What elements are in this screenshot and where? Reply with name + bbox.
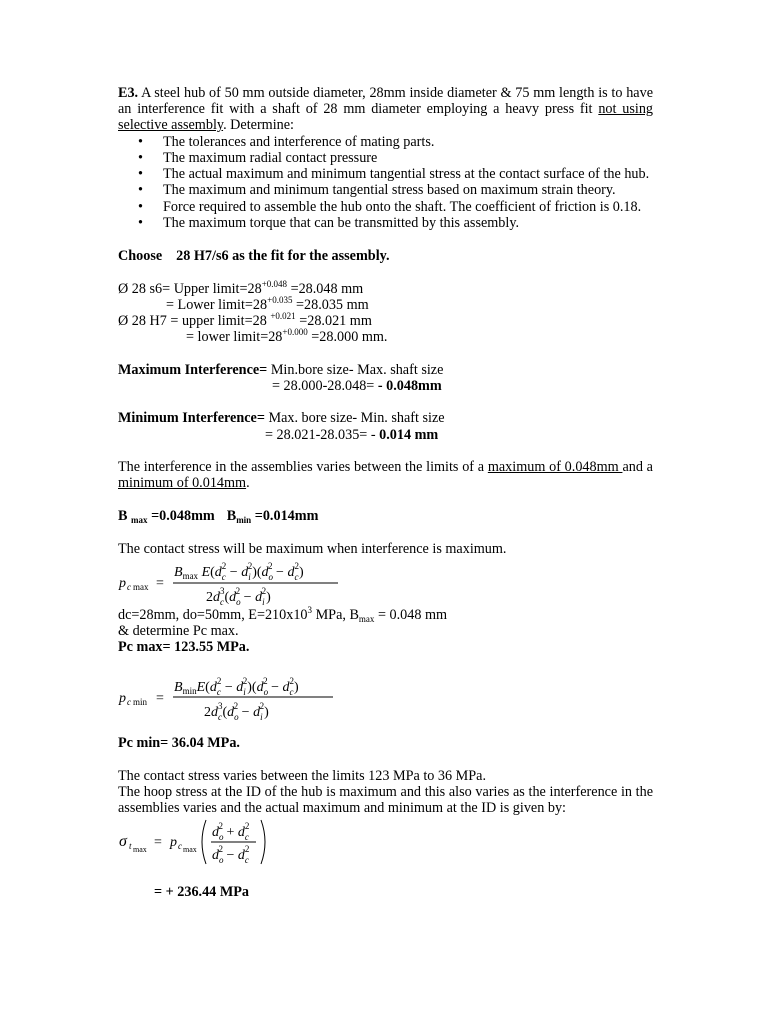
svg-text:2dc3(do2 − di2): $2d_c3(d_o2 - d_i2)$ xyxy=(204,701,269,722)
bullet-item: • The maximum torque that can be transmitted by this assembly. xyxy=(138,215,520,231)
bullet-item: • Force required to assemble the hub onto the shaft. The coefficient of friction is 0.18. xyxy=(138,199,642,215)
svg-text:Bmax E(dc2 − di2)(do2 − dc2): $B_{max}$ $E(d_c2 - d_i2)(d_o2 - d_c2)$ xyxy=(174,561,304,582)
problem-statement-end: . Determine: xyxy=(223,117,294,133)
svg-text:c: c xyxy=(178,841,182,851)
svg-text:=: = xyxy=(156,576,164,591)
svg-text:σ: σ xyxy=(119,833,127,850)
problem-statement xyxy=(118,85,653,133)
choose-fit: 28 H7/s6 as the fit for the assembly. xyxy=(176,248,390,264)
svg-text:max: max xyxy=(133,845,147,854)
bullet-item: • The actual maximum and minimum tangential stress at the contact surface of the hub. xyxy=(138,166,650,182)
b-values: B $_{max}$ =0.048mm $B_{min} =0.014mm$ xyxy=(118,508,319,525)
contact-stress-intro: The contact stress will be maximum when interference is maximum. xyxy=(118,541,507,557)
max-interference-calc: = 28.000-28.048= - 0.048mm xyxy=(272,378,442,394)
svg-text:=: = xyxy=(156,691,164,706)
given-values: dc=28mm, do=50mm, $E=210x10^3$ MPa, $B_{max} = 0.048$ mm xyxy=(118,605,448,624)
interference-summary: The interference in the assemblies varies between the limits of a maximum of 0.048mm and a minimum of 0.014mm. xyxy=(118,459,653,491)
pc-max-result: Pc max= 123.55 MPa. xyxy=(118,639,250,655)
pc-min-result: Pc min= 36.04 MPa. xyxy=(118,735,240,751)
sigma-max-result: = + 236.44 MPa xyxy=(154,884,249,900)
svg-text:BminE(dc2 − di2)(do2 − dc2): $B_{min}E(d_c2 - d_i2)(d_o2 - d_c2)$ xyxy=(174,676,299,697)
svg-text:c: c xyxy=(127,697,131,707)
s6-lower-limit: = Lower $limit=28^{+0.035} =28.035$ mm xyxy=(166,295,369,313)
pc-min-equation xyxy=(118,673,348,723)
choose-line xyxy=(118,248,390,264)
bullet-item: • The maximum and minimum tangential stress based on maximum strain theory. xyxy=(138,182,616,198)
svg-text:max: max xyxy=(133,582,149,592)
bullet-item: • The maximum radial contact pressure xyxy=(138,150,378,166)
h7-upper-limit: Ø 28 H7 = upper limit=28 $^{+0.021}$ =28.021 mm xyxy=(118,311,372,329)
svg-text:p: p xyxy=(170,835,177,850)
h7-lower-limit: = lower $limit=28^{+0.000} =28.000$ mm. xyxy=(186,327,388,345)
min-interference-calc: = 28.021-28.035= - 0.014 mm xyxy=(265,427,439,443)
svg-text:2dc3(do2 − di2): $2d_c3(d_o2 - d_i2)$ xyxy=(206,586,271,607)
svg-text:t: t xyxy=(129,841,132,851)
determine-text: & determine Pc max. xyxy=(118,623,239,639)
max-interference-def: Maximum Interference= Min.bore size- Max. shaft size xyxy=(118,362,444,378)
svg-text:c: c xyxy=(127,582,131,592)
contact-stress-range: The contact stress varies between the limits 123 MPa to 36 MPa. xyxy=(118,768,487,784)
problem-statement-underlined: not using selective assembly xyxy=(118,101,654,133)
choose-label: Choose xyxy=(118,248,163,264)
s6-upper-limit: Ø 28 s6= Upper $limit=28^{+0.048} =28.048$ mm xyxy=(118,279,364,297)
svg-text:max: max xyxy=(183,845,197,854)
svg-text:min: min xyxy=(133,697,148,707)
sigma-max-equation xyxy=(118,816,278,868)
bullet-item: • The tolerances and interference of mating parts. xyxy=(138,134,435,150)
hoop-stress-text: The hoop stress at the ID of the hub is maximum and this also varies as the interference in the assemblies varies and the actual maximum and minimum at the ID is given by: xyxy=(118,784,653,816)
problem-statement-start: A steel hub of 50 mm outside diameter, 28mm inside diameter & 75 mm length is to have an interference fit with a shaft of 28 mm diameter employing a heavy press fit xyxy=(118,85,653,117)
pc-max-equation xyxy=(118,558,348,608)
problem-label: E3. xyxy=(118,85,139,101)
svg-text:do2 − dc2: $d_o2 - d_c2$ xyxy=(212,844,250,865)
min-interference-def: Minimum Interference= Max. bore size- Min. shaft size xyxy=(118,410,445,426)
svg-text:p: p xyxy=(119,576,126,591)
svg-text:do2 + dc2: $d_o2 + d_c2$ xyxy=(212,821,250,842)
svg-text:p: p xyxy=(119,691,126,706)
svg-text:=: = xyxy=(154,835,162,850)
